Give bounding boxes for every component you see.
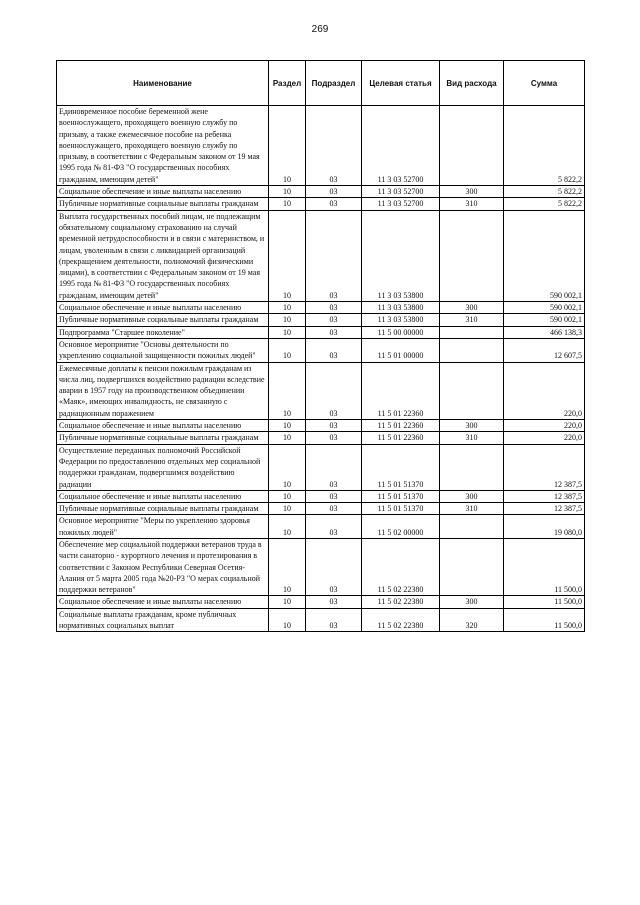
cell-section: 10 — [269, 608, 306, 632]
cell-subsection: 03 — [306, 302, 362, 314]
cell-kind: 300 — [440, 302, 504, 314]
cell-subsection: 03 — [306, 326, 362, 338]
cell-section: 10 — [269, 314, 306, 326]
cell-target: 11 3 03 52700 — [362, 186, 440, 198]
cell-name: Публичные нормативные социальные выплаты гражданам — [57, 314, 269, 326]
cell-subsection: 03 — [306, 420, 362, 432]
cell-target: 11 5 01 51370 — [362, 503, 440, 515]
budget-table — [56, 60, 585, 632]
cell-subsection: 03 — [306, 314, 362, 326]
table-row — [57, 362, 585, 419]
cell-subsection: 03 — [306, 515, 362, 539]
cell-target: 11 3 03 52700 — [362, 198, 440, 210]
header-target: Целевая статья — [362, 61, 440, 106]
cell-sum: 590 002,1 — [504, 314, 585, 326]
table-row — [57, 608, 585, 632]
cell-sum: 220,0 — [504, 362, 585, 419]
table-row — [57, 490, 585, 502]
cell-subsection: 03 — [306, 186, 362, 198]
cell-kind — [440, 326, 504, 338]
cell-section: 10 — [269, 186, 306, 198]
cell-subsection: 03 — [306, 608, 362, 632]
table-row — [57, 444, 585, 490]
cell-section: 10 — [269, 444, 306, 490]
cell-name: Осуществление переданных полномочий Российской Федерации по предоставлению отдельных мер социальной поддержки гражданам, подвергшимся воздействию радиации — [57, 444, 269, 490]
cell-subsection: 03 — [306, 490, 362, 502]
cell-kind: 300 — [440, 596, 504, 608]
cell-section: 10 — [269, 432, 306, 444]
cell-kind: 310 — [440, 432, 504, 444]
cell-kind — [440, 362, 504, 419]
cell-sum: 590 002,1 — [504, 302, 585, 314]
cell-section: 10 — [269, 490, 306, 502]
cell-sum: 220,0 — [504, 432, 585, 444]
cell-name: Публичные нормативные социальные выплаты гражданам — [57, 198, 269, 210]
cell-target: 11 3 03 53800 — [362, 314, 440, 326]
cell-target: 11 3 03 52700 — [362, 106, 440, 186]
cell-name: Социальное обеспечение и иные выплаты населению — [57, 420, 269, 432]
cell-name: Единовременное пособие беременной жене военнослужащего, проходящего военную службу по призыву, а также ежемесячное пособие на ребенка военнослужащего, проходящего военную службу по призыву, в соответствии с Федеральным законом от 19 мая 1995 года № 81-ФЗ "О государственных пособиях гражданам, имеющим детей" — [57, 106, 269, 186]
cell-sum: 590 002,1 — [504, 210, 585, 301]
header-kind: Вид расхода — [440, 61, 504, 106]
cell-kind: 300 — [440, 420, 504, 432]
header-section: Раздел — [269, 61, 306, 106]
header-subsection: Подраздел — [306, 61, 362, 106]
cell-section: 10 — [269, 515, 306, 539]
cell-kind — [440, 515, 504, 539]
cell-name: Основное мероприятие "Основы деятельности по укреплению социальной защищенности пожилых людей" — [57, 338, 269, 362]
cell-subsection: 03 — [306, 362, 362, 419]
table-row — [57, 314, 585, 326]
cell-target: 11 5 02 22380 — [362, 538, 440, 595]
cell-sum: 19 080,0 — [504, 515, 585, 539]
table-row — [57, 515, 585, 539]
cell-target: 11 5 01 22360 — [362, 432, 440, 444]
header-name: Наименование — [57, 61, 269, 106]
cell-subsection: 03 — [306, 338, 362, 362]
cell-sum: 220,0 — [504, 420, 585, 432]
cell-sum: 5 822,2 — [504, 186, 585, 198]
cell-section: 10 — [269, 503, 306, 515]
cell-name: Социальное обеспечение и иные выплаты населению — [57, 596, 269, 608]
cell-name: Публичные нормативные социальные выплаты гражданам — [57, 432, 269, 444]
cell-section: 10 — [269, 338, 306, 362]
cell-sum: 12 607,5 — [504, 338, 585, 362]
cell-section: 10 — [269, 538, 306, 595]
cell-target: 11 5 02 22380 — [362, 596, 440, 608]
table-row — [57, 432, 585, 444]
cell-kind: 300 — [440, 490, 504, 502]
cell-section: 10 — [269, 198, 306, 210]
cell-subsection: 03 — [306, 503, 362, 515]
cell-sum: 11 500,0 — [504, 608, 585, 632]
cell-kind — [440, 210, 504, 301]
cell-target: 11 3 03 53800 — [362, 302, 440, 314]
cell-sum: 12 387,5 — [504, 444, 585, 490]
cell-target: 11 5 02 00000 — [362, 515, 440, 539]
cell-name: Подпрограмма "Старшее поколение" — [57, 326, 269, 338]
table-header-row — [57, 61, 585, 106]
cell-kind — [440, 444, 504, 490]
cell-kind — [440, 338, 504, 362]
cell-subsection: 03 — [306, 198, 362, 210]
table-row — [57, 198, 585, 210]
cell-section: 10 — [269, 210, 306, 301]
cell-kind: 320 — [440, 608, 504, 632]
cell-section: 10 — [269, 420, 306, 432]
table-row — [57, 420, 585, 432]
table-row — [57, 302, 585, 314]
cell-target: 11 5 00 00000 — [362, 326, 440, 338]
cell-subsection: 03 — [306, 596, 362, 608]
cell-section: 10 — [269, 596, 306, 608]
header-sum: Сумма — [504, 61, 585, 106]
cell-target: 11 5 01 51370 — [362, 444, 440, 490]
cell-subsection: 03 — [306, 444, 362, 490]
cell-section: 10 — [269, 302, 306, 314]
cell-kind: 310 — [440, 198, 504, 210]
cell-name: Социальное обеспечение и иные выплаты населению — [57, 186, 269, 198]
cell-target: 11 5 02 22380 — [362, 608, 440, 632]
cell-sum: 11 500,0 — [504, 596, 585, 608]
table-row — [57, 326, 585, 338]
table-row — [57, 538, 585, 595]
cell-target: 11 5 01 00000 — [362, 338, 440, 362]
cell-name: Социальное обеспечение и иные выплаты населению — [57, 302, 269, 314]
cell-subsection: 03 — [306, 538, 362, 595]
cell-name: Основное мероприятие "Меры по укреплению здоровья пожилых людей" — [57, 515, 269, 539]
cell-sum: 12 387,5 — [504, 503, 585, 515]
cell-sum: 466 138,3 — [504, 326, 585, 338]
cell-subsection: 03 — [306, 210, 362, 301]
cell-name: Социальные выплаты гражданам, кроме публичных нормативных социальных выплат — [57, 608, 269, 632]
cell-name: Социальное обеспечение и иные выплаты населению — [57, 490, 269, 502]
table-row — [57, 596, 585, 608]
table-row — [57, 338, 585, 362]
cell-section: 10 — [269, 326, 306, 338]
cell-kind: 300 — [440, 186, 504, 198]
cell-target: 11 3 03 53800 — [362, 210, 440, 301]
cell-sum: 5 822,2 — [504, 198, 585, 210]
cell-target: 11 5 01 22360 — [362, 362, 440, 419]
cell-name: Выплата государственных пособий лицам, не подлежащим обязательному социальному страхованию на случай временной нетрудоспособности и в связи с материнством, и лицам, уволенным в связи с ликвидацией организаций (прекращением деятельности, полномочий физическими лицами), в соответствии с Федеральным законом от 19 мая 1995 года № 81-ФЗ "О государственных пособиях гражданам, имеющим детей" — [57, 210, 269, 301]
table-row — [57, 186, 585, 198]
cell-kind — [440, 106, 504, 186]
cell-name: Ежемесячные доплаты к пенсии пожилым гражданам из числа лиц, подвергшихся воздействию радиации вследствие аварии в 1957 году на производственном объединении «Маяк», имеющих инвалидность, не связанную с радиационным поражением — [57, 362, 269, 419]
table-row — [57, 503, 585, 515]
cell-target: 11 5 01 51370 — [362, 490, 440, 502]
cell-subsection: 03 — [306, 106, 362, 186]
cell-kind — [440, 538, 504, 595]
cell-section: 10 — [269, 106, 306, 186]
cell-name: Обеспечение мер социальной поддержки ветеранов труда в части санаторно - курортного лечения и протезирования в соответствии с Законом Республики Северная Осетия-Алания от 5 марта 2005 года №20-РЗ "О мерах социальной поддержки ветеранов" — [57, 538, 269, 595]
cell-sum: 5 822,2 — [504, 106, 585, 186]
table-row — [57, 106, 585, 186]
cell-kind: 310 — [440, 314, 504, 326]
cell-target: 11 5 01 22360 — [362, 420, 440, 432]
cell-name: Публичные нормативные социальные выплаты гражданам — [57, 503, 269, 515]
cell-kind: 310 — [440, 503, 504, 515]
table-row — [57, 210, 585, 301]
cell-subsection: 03 — [306, 432, 362, 444]
page-number: 269 — [311, 24, 329, 35]
cell-section: 10 — [269, 362, 306, 419]
cell-sum: 11 500,0 — [504, 538, 585, 595]
cell-sum: 12 387,5 — [504, 490, 585, 502]
